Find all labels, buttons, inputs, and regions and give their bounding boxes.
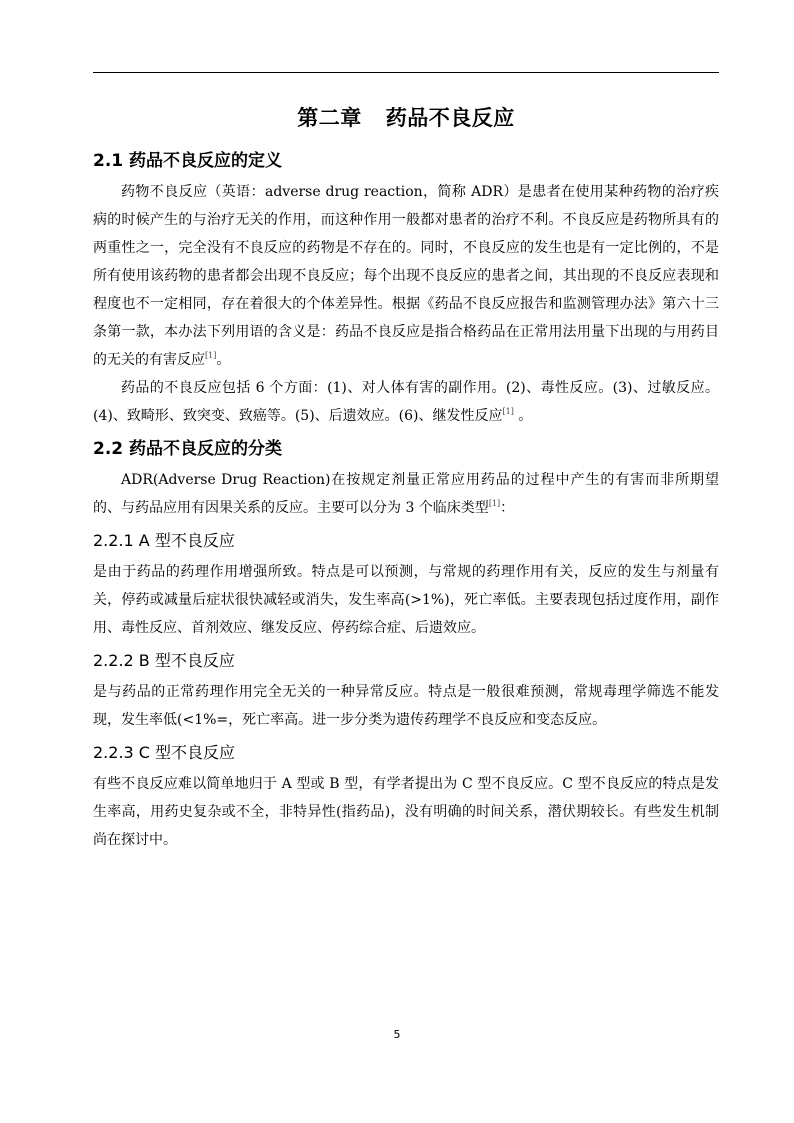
subsection-heading-type-c: 2.2.3 C 型不良反应 xyxy=(93,743,236,762)
paragraph-type-b: 是与药品的正常药理作用完全无关的一种异常反应。特点是一般很难预测，常规毒理学筛选不能发现，发生率低(<1%=，死亡率高。进一步分类为遗传药理学不良反应和变态反应。 xyxy=(93,684,719,728)
chapter-name: 药品不良反应 xyxy=(385,106,515,130)
page-content xyxy=(93,96,719,854)
citation-ref: [1] xyxy=(488,499,501,508)
chapter-number: 第二章 xyxy=(297,106,362,130)
page-number: 5 xyxy=(393,1028,401,1041)
paragraph-type-c: 有些不良反应难以简单地归于 A 型或 B 型，有学者提出为 C 型不良反应。C 型不良反应的特点是发生率高，用药史复杂或不全，非特异性(指药品)，没有明确的时间关系，潜伏期较长。有些发生机制尚在探讨中。 xyxy=(93,776,719,848)
section-heading-2-1: 2.1 药品不良反应的定义 xyxy=(93,151,283,171)
subsection-heading-type-b: 2.2.2 B 型不良反应 xyxy=(93,651,235,670)
citation-ref: [1] xyxy=(205,351,217,360)
paragraph-adr-definition: 药物不良反应（英语：adverse drug reaction，简称 ADR）是患者在使用某种药物的治疗疾病的时候产生的与治疗无关的作用，而这种作用一般都对患者的治疗不利。不良反应是药物所具有的两重性之一，完全没有不良反应的药物是不存在的。同时，不良反应的发生也是有一定比例的，不是所有使用该药物的患者都会出现不良反应；每个出现不良反应的患者之间，其出现的不良反应表现和程度也不一定相同，存在着很大的个体差异性。根据《药品不良反应报告和监测管理办法》第六十三条第一款，本办法下列用语的含义是：药品不良反应是指合格药品在正常用法用量下出现的与用药目的无关的有害反应[1]。 xyxy=(93,184,719,368)
paragraph-type-a: 是由于药品的药理作用增强所致。特点是可以预测，与常规的药理作用有关，反应的发生与剂量有关，停药或减量后症状很快减轻或消失，发生率高(>1%)，死亡率低。主要表现包括过度作用，副作用、毒性反应、首剂效应、继发反应、停药综合症、后遗效应。 xyxy=(93,564,719,636)
header-rule xyxy=(93,72,719,73)
paragraph-adr-aspects: 药品的不良反应包括 6 个方面：(1)、对人体有害的副作用。(2)、毒性反应。(3)、过敏反应。(4)、致畸形、致突变、致癌等。(5)、后遗效应。(6)、继发性反应[1] 。 xyxy=(93,380,719,424)
section-heading-2-2: 2.2 药品不良反应的分类 xyxy=(93,439,283,459)
citation-ref: [1] xyxy=(502,407,514,416)
paragraph-adr-classification: ADR(Adverse Drug Reaction)在按规定剂量正常应用药品的过程中产生的有害而非所期望的、与药品应用有因果关系的反应。主要可以分为 3 个临床类型[1]： xyxy=(93,472,719,516)
chapter-title xyxy=(93,102,719,132)
subsection-heading-type-a: 2.2.1 A 型不良反应 xyxy=(93,531,235,550)
